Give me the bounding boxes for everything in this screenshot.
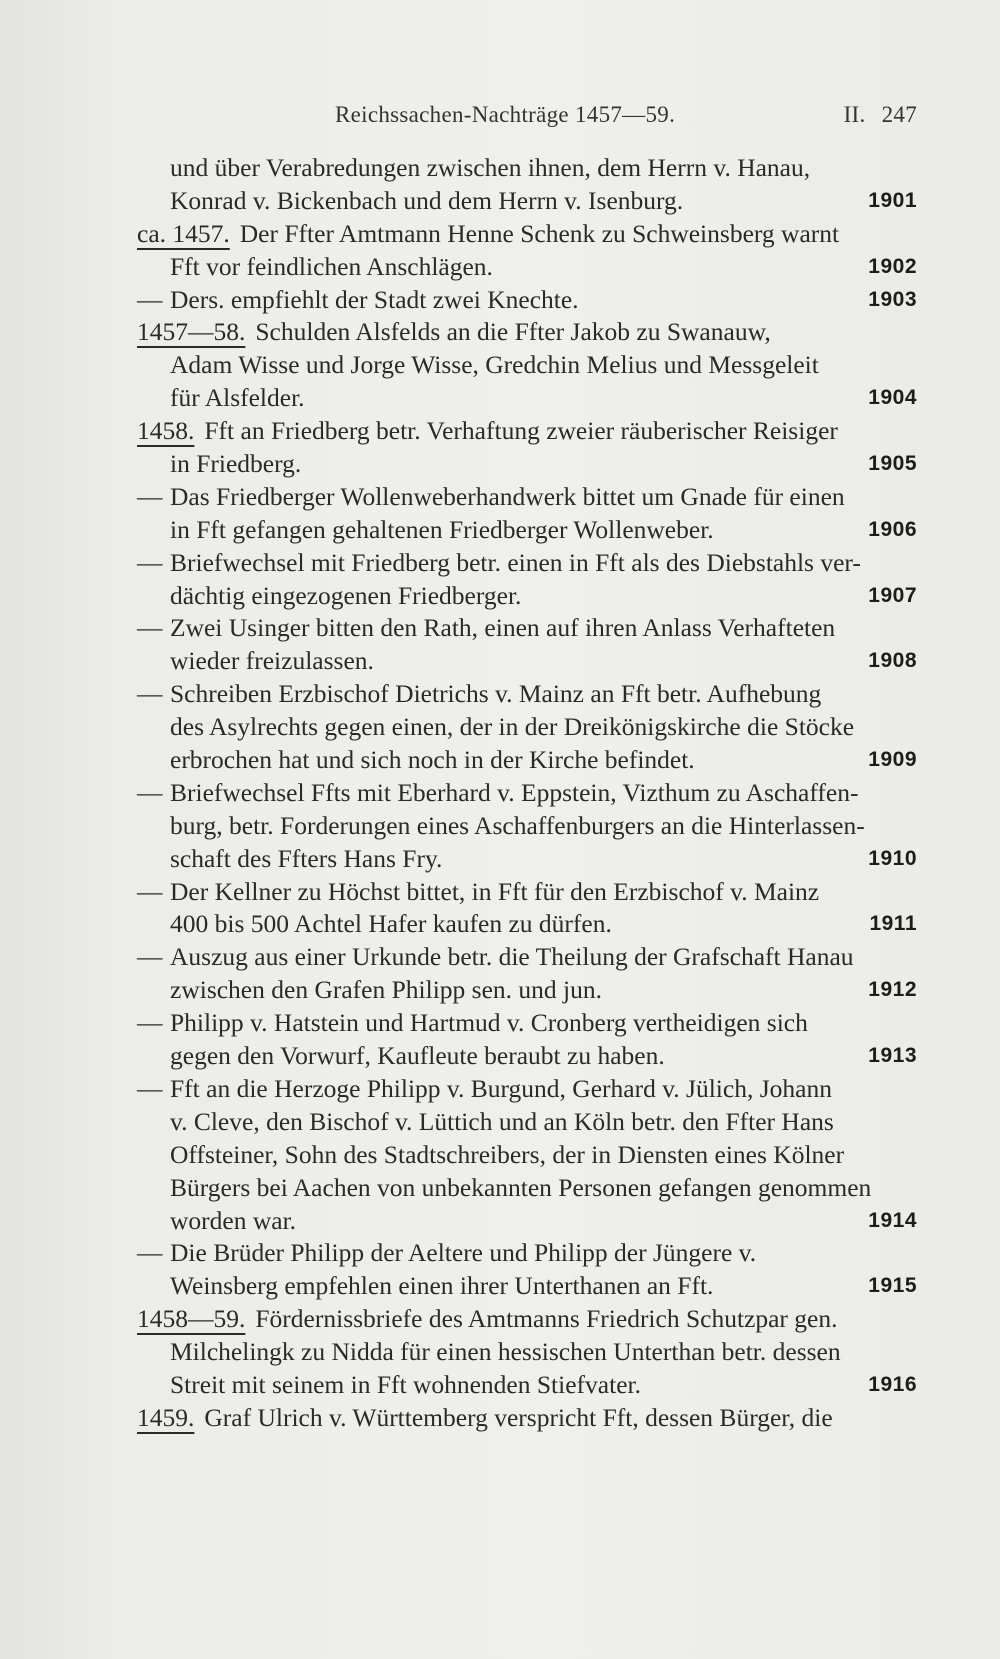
register-entry [137,284,917,317]
entry-text: Die Brüder Philipp der Aeltere und Philipp der Jüngere v. [170,1238,757,1268]
ditto-dash: — [137,481,163,511]
register-entry [137,1303,917,1402]
entry-text: Offsteiner, Sohn des Stadtschreibers, der in Diensten eines Kölner [170,1139,845,1169]
entry-text: Fördernissbriefe des Amtmanns Friedrich Schutzpar gen. [255,1304,838,1334]
entry-text: Konrad v. Bickenbach und dem Herrn v. Isenburg. [170,185,684,215]
ditto-dash: — [137,1238,163,1268]
entry-text: worden war. [170,1205,297,1235]
ditto-dash: — [137,876,163,906]
register-entry [137,316,917,415]
ditto-dash: — [137,1073,163,1103]
entry-text: erbrochen hat und sich noch in der Kirche befindet. [170,745,695,775]
entry-line [137,514,917,547]
register-entry [137,1402,917,1435]
ditto-dash: — [137,777,163,807]
entry-number: 1912 [868,978,917,1002]
entry-text: Adam Wisse und Jorge Wisse, Gredchin Melius und Messgeleit [170,350,819,380]
register-entry [137,218,917,284]
entry-line [137,316,917,349]
entry-line [137,382,917,415]
register-entry [137,612,917,678]
entry-line [137,1237,917,1270]
entry-text: v. Cleve, den Bischof v. Lüttich und an Köln betr. den Ffter Hans [170,1106,834,1136]
entry-text: in Fft gefangen gehaltenen Friedberger Wollenweber. [170,514,714,544]
entry-line [137,547,917,580]
running-header [137,102,917,138]
entry-text: Fft vor feindlichen Anschlägen. [170,251,493,281]
register-entry [137,152,917,218]
entry-line [137,1007,917,1040]
entry-line [137,349,917,382]
entry-number: 1911 [869,912,917,936]
entry-text: Auszug aus einer Urkunde betr. die Theilung der Grafschaft Hanau [170,942,854,972]
entry-line [137,974,917,1007]
entry-line [137,1402,917,1435]
entry-text: Zwei Usinger bitten den Rath, einen auf ihren Anlass Verhafteten [170,613,836,643]
entry-line [137,251,917,284]
entry-line [137,1106,917,1139]
entry-text: Briefwechsel Ffts mit Eberhard v. Eppstein, Vizthum zu Aschaffen- [170,777,859,807]
entry-line [137,448,917,481]
entry-text: Ders. empfiehlt der Stadt zwei Knechte. [170,284,579,314]
entry-date: 1458. [137,416,195,446]
entry-text: Streit mit seinem in Fft wohnenden Stiefvater. [170,1369,641,1399]
entry-number: 1905 [868,452,917,476]
page-number: II. 247 [843,102,917,127]
entry-text: Weinsberg empfehlen einen ihrer Unterthanen an Fft. [170,1271,714,1301]
entry-text: zwischen den Grafen Philipp sen. und jun. [170,975,602,1005]
entry-line [137,612,917,645]
entry-line [137,678,917,711]
entry-text: für Alsfelder. [170,383,305,413]
entry-number: 1914 [868,1208,917,1232]
entry-number: 1907 [868,583,917,607]
ditto-dash: — [137,547,163,577]
entry-text: Schulden Alsfelds an die Ffter Jakob zu Swanauw, [255,317,771,347]
entry-line [137,744,917,777]
entry-line [137,645,917,678]
entry-number: 1904 [868,386,917,410]
ditto-dash: — [137,679,163,709]
ditto-dash: — [137,942,163,972]
entry-text: Bürgers bei Aachen von unbekannten Personen gefangen genommen [170,1172,872,1202]
entry-line [137,1369,917,1402]
entry-text: und über Verabredungen zwischen ihnen, dem Herrn v. Hanau, [170,153,811,182]
entry-line [137,777,917,810]
entry-text: Briefwechsel mit Friedberg betr. einen in Fft als des Diebstahls ver- [170,547,861,577]
entry-line [137,415,917,448]
entry-line [137,1172,917,1205]
register-entry [137,1237,917,1303]
entry-line [137,908,917,941]
entry-number: 1906 [868,517,917,541]
entry-line [137,1336,917,1369]
entry-text: burg, betr. Forderungen eines Aschaffenburgers an die Hinterlassen- [170,810,865,840]
entry-text: Graf Ulrich v. Württemberg verspricht Fft, dessen Bürger, die [204,1402,833,1432]
entry-number: 1902 [868,254,917,278]
entry-line [137,711,917,744]
entry-line [137,1205,917,1238]
entry-line [137,481,917,514]
entry-line [137,284,917,317]
entry-line [137,1270,917,1303]
entry-text: Der Ffter Amtmann Henne Schenk zu Schweinsberg warnt [239,218,840,248]
entry-number: 1913 [868,1044,917,1068]
register-entry [137,547,917,613]
entry-text: 400 bis 500 Achtel Hafer kaufen zu dürfen. [170,909,612,939]
entry-line [137,1303,917,1336]
entry-text: Schreiben Erzbischof Dietrichs v. Mainz an Fft betr. Aufhebung [170,679,822,709]
entry-text: des Asylrechts gegen einen, der in der Dreikönigskirche die Stöcke [170,712,855,742]
entry-text: dächtig eingezogenen Friedberger. [170,580,522,610]
entry-text: schaft des Ffters Hans Fry. [170,843,443,873]
entry-line [137,810,917,843]
entry-number: 1916 [868,1372,917,1396]
entry-text: Fft an die Herzoge Philipp v. Burgund, Gerhard v. Jülich, Johann [170,1073,832,1103]
entry-line [137,1139,917,1172]
entry-line [137,580,917,613]
register-entry [137,941,917,1007]
ditto-dash: — [137,1008,163,1038]
entry-text: gegen den Vorwurf, Kaufleute beraubt zu haben. [170,1041,665,1071]
entry-number: 1910 [868,846,917,870]
entry-date: 1457—58. [137,317,246,347]
entry-line [137,152,917,185]
entry-date: ca. 1457. [137,218,230,248]
register-entry [137,481,917,547]
entry-text: Das Friedberger Wollenweberhandwerk bittet um Gnade für einen [170,481,845,511]
register-entry [137,876,917,942]
entry-number: 1908 [868,649,917,673]
entry-text: Philipp v. Hatstein und Hartmud v. Cronberg vertheidigen sich [170,1008,808,1038]
register-entry [137,777,917,876]
entry-line [137,876,917,909]
entry-number: 1909 [868,748,917,772]
entry-text: Der Kellner zu Höchst bittet, in Fft für den Erzbischof v. Mainz [170,876,820,906]
entry-number: 1915 [868,1274,917,1298]
register-entries [137,152,917,1435]
entry-text: Milchelingk zu Nidda für einen hessischen Unterthan betr. dessen [170,1337,841,1367]
register-entry [137,415,917,481]
entry-line [137,1073,917,1106]
entry-number: 1901 [868,188,917,212]
entry-line [137,185,917,218]
entry-date: 1458—59. [137,1304,246,1334]
entry-date: 1459. [137,1402,195,1432]
entry-text: wieder freizulassen. [170,646,374,676]
entry-text: Fft an Friedberg betr. Verhaftung zweier räuberischer Reisiger [204,416,838,446]
running-title: Reichssachen-Nachträge 1457—59. [335,102,676,127]
entry-line [137,843,917,876]
entry-line [137,1040,917,1073]
entry-number: 1903 [868,287,917,311]
ditto-dash: — [137,284,163,314]
register-entry [137,1073,917,1237]
ditto-dash: — [137,613,163,643]
entry-line [137,941,917,974]
entry-line [137,218,917,251]
register-entry [137,678,917,777]
register-entry [137,1007,917,1073]
entry-text: in Friedberg. [170,449,302,479]
